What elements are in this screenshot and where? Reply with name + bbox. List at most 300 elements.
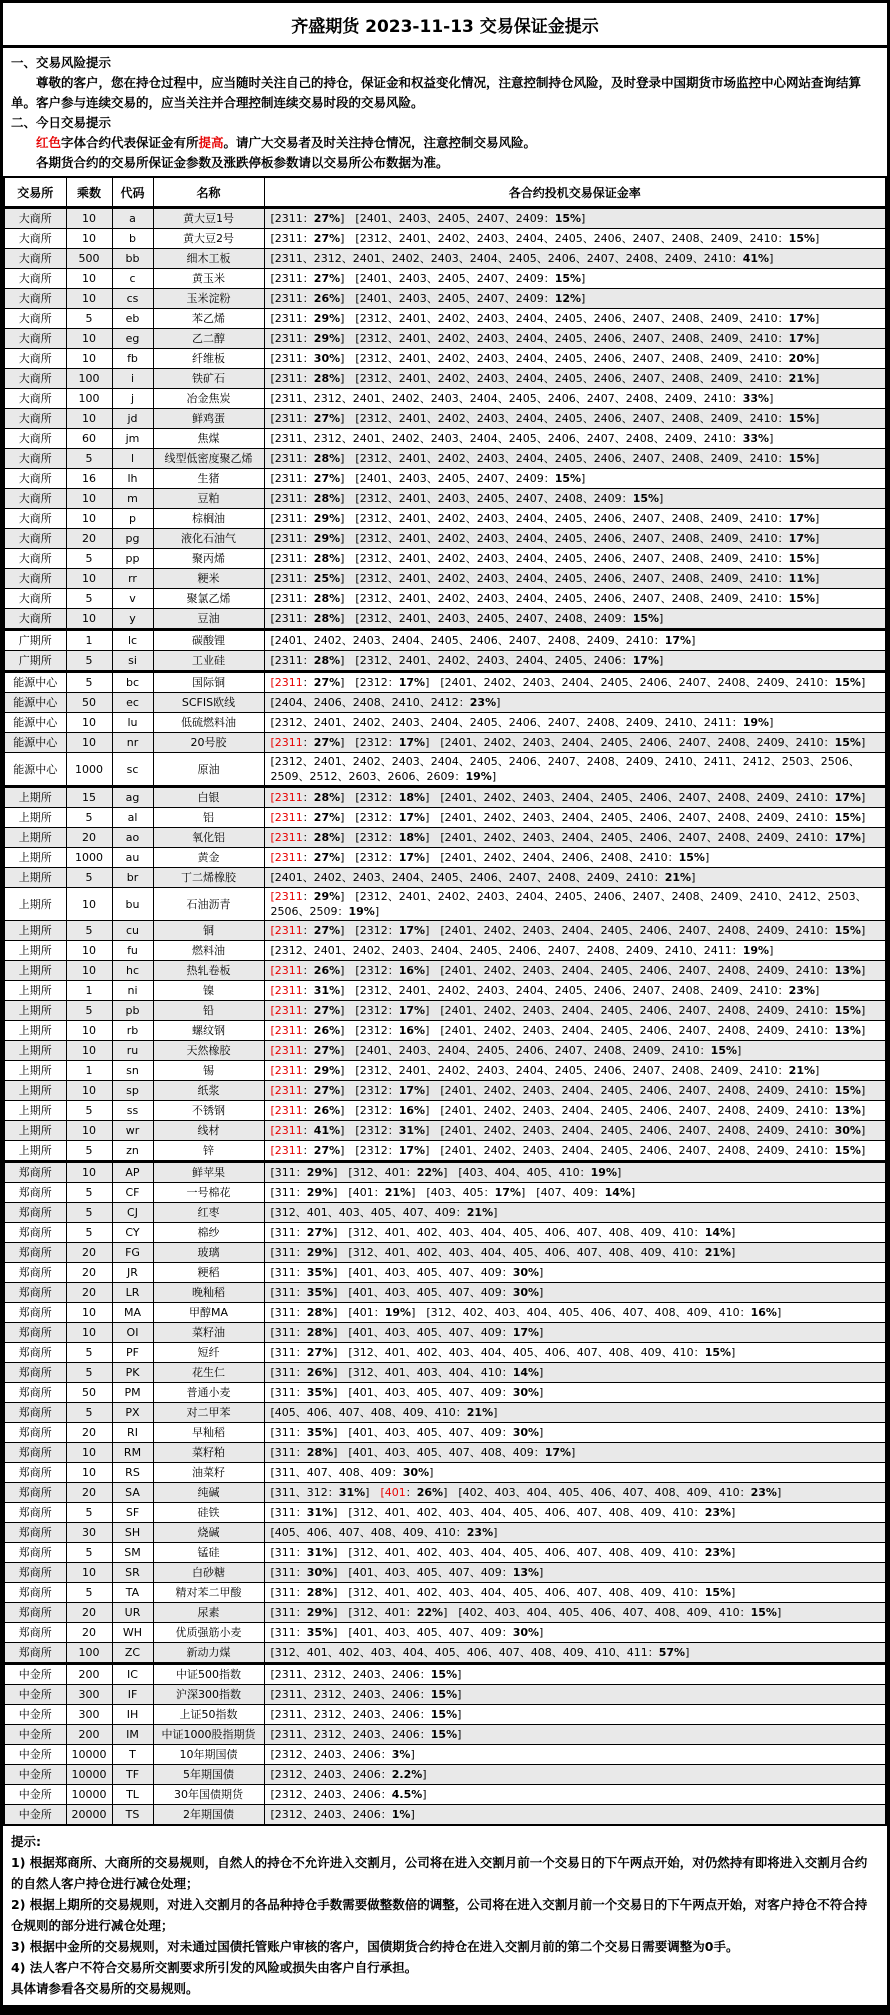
margin-rate-percent: 15% — [834, 736, 861, 749]
margin-rate-percent: 26% — [313, 292, 341, 305]
multiplier-cell: 300 — [66, 1705, 112, 1725]
margin-rate-percent: 28% — [306, 1326, 334, 1339]
name-cell: 烧碱 — [153, 1523, 264, 1543]
exchange-cell: 郑商所 — [4, 1403, 66, 1423]
name-cell: 苯乙烯 — [153, 309, 264, 329]
margin-rate-percent: 35% — [306, 1426, 334, 1439]
exchange-cell: 大商所 — [4, 269, 66, 289]
exchange-cell: 郑商所 — [4, 1303, 66, 1323]
table-row — [4, 1563, 886, 1583]
table-row — [4, 1001, 886, 1021]
margin-rate-percent: 29% — [313, 312, 341, 325]
multiplier-cell: 10 — [66, 229, 112, 249]
exchange-cell: 能源中心 — [4, 713, 66, 733]
multiplier-cell: 60 — [66, 429, 112, 449]
multiplier-cell: 20 — [66, 1423, 112, 1443]
multiplier-cell: 20 — [66, 1603, 112, 1623]
exchange-cell: 郑商所 — [4, 1162, 66, 1183]
multiplier-cell: 20 — [66, 529, 112, 549]
code-cell: jm — [112, 429, 153, 449]
multiplier-cell: 10 — [66, 509, 112, 529]
table-row — [4, 1243, 886, 1263]
margin-rate-percent: 17% — [398, 736, 426, 749]
name-cell: 生猪 — [153, 469, 264, 489]
rates-cell: [2311：26%] [2401、2403、2405、2407、2409：12%] — [264, 289, 886, 309]
margin-rate-percent: 27% — [313, 924, 341, 937]
margin-rate-percent: 13% — [512, 1566, 540, 1579]
table-row — [4, 1223, 886, 1243]
margin-rate-percent: 27% — [313, 472, 341, 485]
margin-rate-percent: 17% — [494, 1186, 521, 1199]
rates-cell: [2311：27%] [2401、2403、2405、2407、2409：15%] — [264, 208, 886, 229]
name-cell: 玉米淀粉 — [153, 289, 264, 309]
table-row — [4, 1383, 886, 1403]
margin-rate-percent: 29% — [313, 532, 341, 545]
code-cell: PX — [112, 1403, 153, 1423]
rates-cell: [311：35%] [401、403、405、407、409：30%] — [264, 1423, 886, 1443]
rates-cell: [2311：27%] [2312：17%] [2401、2402、2403、2404、2405、2406、2407、2408、2409、2410：15%] — [264, 1141, 886, 1162]
margin-rate-percent: 21% — [466, 1406, 494, 1419]
raised-margin-contract: [2311 — [270, 831, 303, 844]
code-cell: pb — [112, 1001, 153, 1021]
code-cell: p — [112, 509, 153, 529]
rates-cell: [2311：29%] [2312、2401、2402、2403、2404、2405、2406、2407、2408、2409、2410：17%] — [264, 509, 886, 529]
exchange-cell: 郑商所 — [4, 1523, 66, 1543]
exchange-cell: 上期所 — [4, 941, 66, 961]
name-cell: 新动力煤 — [153, 1643, 264, 1664]
rates-cell: [311：26%] [312、401、403、404、410：14%] — [264, 1363, 886, 1383]
raised-margin-contract: [2311 — [270, 1064, 303, 1077]
raised-margin-contract: [2311 — [270, 1004, 303, 1017]
multiplier-cell: 10 — [66, 888, 112, 921]
name-cell: 白砂糖 — [153, 1563, 264, 1583]
code-cell: CF — [112, 1183, 153, 1203]
margin-rate-percent: 27% — [313, 1084, 341, 1097]
margin-rate-percent: 16% — [398, 1024, 426, 1037]
name-cell: 2年期国债 — [153, 1805, 264, 1826]
code-cell: fu — [112, 941, 153, 961]
code-cell: j — [112, 389, 153, 409]
table-row — [4, 1745, 886, 1765]
margin-rate-percent: 27% — [313, 1004, 341, 1017]
code-cell: rb — [112, 1021, 153, 1041]
name-cell: 粳稻 — [153, 1263, 264, 1283]
code-cell: TF — [112, 1765, 153, 1785]
table-row — [4, 1061, 886, 1081]
rates-cell: [2311、2312、2401、2402、2403、2404、2405、2406、2407、2408、2409、2410：41%] — [264, 249, 886, 269]
table-row — [4, 589, 886, 609]
margin-rate-percent: 23% — [466, 1526, 494, 1539]
multiplier-cell: 5 — [66, 651, 112, 672]
multiplier-cell: 500 — [66, 249, 112, 269]
rates-cell: [2311：28%] [2312、2401、2402、2403、2404、2405、2406、2407、2408、2409、2410：21%] — [264, 369, 886, 389]
table-row — [4, 509, 886, 529]
raised-margin-contract: [2311 — [270, 1024, 303, 1037]
exchange-cell: 大商所 — [4, 329, 66, 349]
note-item-2: 2) 根据上期所的交易规则，对进入交割月的各品种持仓手数需要做整数倍的调整，公司将在进入交割月前一个交易日的下午两点开始，对客户持仓不符合持仓规则的部分进行减仓处理； — [11, 1897, 868, 1933]
table-row — [4, 489, 886, 509]
exchange-cell: 上期所 — [4, 1081, 66, 1101]
exchange-cell: 郑商所 — [4, 1183, 66, 1203]
name-cell: 原油 — [153, 753, 264, 787]
rates-cell: [311：35%] [401、403、405、407、409：30%] — [264, 1623, 886, 1643]
exchange-cell: 大商所 — [4, 589, 66, 609]
margin-rate-percent: 19% — [590, 1166, 617, 1179]
margin-rate-percent: 27% — [313, 412, 341, 425]
multiplier-cell: 20 — [66, 1263, 112, 1283]
margin-rate-percent: 15% — [834, 1004, 861, 1017]
name-cell: 黄大豆1号 — [153, 208, 264, 229]
rates-cell: [2311：28%] [2312、2401、2402、2403、2404、2405、2406、2407、2408、2409、2410：15%] — [264, 449, 886, 469]
table-row — [4, 449, 886, 469]
exchange-cell: 大商所 — [4, 569, 66, 589]
margin-rate-percent: 11% — [788, 572, 816, 585]
raised-margin-contract: [2311 — [270, 924, 303, 937]
rates-cell: [2311：41%] [2312：31%] [2401、2402、2403、2404、2405、2406、2407、2408、2409、2410：30%] — [264, 1121, 886, 1141]
name-cell: 铅 — [153, 1001, 264, 1021]
rates-cell: [2312、2403、2406：1%] — [264, 1805, 886, 1826]
rates-cell: [2311、2312、2401、2402、2403、2404、2405、2406、2407、2408、2409、2410：33%] — [264, 389, 886, 409]
margin-rate-percent: 41% — [742, 252, 770, 265]
name-cell: 硅铁 — [153, 1503, 264, 1523]
code-cell: CJ — [112, 1203, 153, 1223]
table-row — [4, 609, 886, 630]
rates-cell: [2404、2406、2408、2410、2412：23%] — [264, 693, 886, 713]
code-cell: ec — [112, 693, 153, 713]
table-row — [4, 1725, 886, 1745]
code-cell: FG — [112, 1243, 153, 1263]
code-cell: AP — [112, 1162, 153, 1183]
multiplier-cell: 10 — [66, 1463, 112, 1483]
multiplier-cell: 5 — [66, 1583, 112, 1603]
col-header-multiplier: 乘数 — [66, 177, 112, 208]
name-cell: 线材 — [153, 1121, 264, 1141]
table-row — [4, 1323, 886, 1343]
margin-rate-percent: 15% — [834, 1144, 861, 1157]
name-cell: 早籼稻 — [153, 1423, 264, 1443]
rates-cell: [2312、2401、2402、2403、2404、2405、2406、2407、2408、2409、2410、2411：19%] — [264, 713, 886, 733]
name-cell: 不锈钢 — [153, 1101, 264, 1121]
section1-body: 尊敬的客户，您在持仓过程中，应当随时关注自己的持仓，保证金和权益变化情况，注意控制持仓风险，及时登录中国期货市场监控中心网站查询结算单。客户参与连续交易的，应当关注并合理控制连续交易时段的交易风险。 — [11, 75, 862, 110]
table-row — [4, 1183, 886, 1203]
code-cell: rr — [112, 569, 153, 589]
rates-cell: [2311、2312、2403、2406：15%] — [264, 1725, 886, 1745]
exchange-cell: 上期所 — [4, 808, 66, 828]
name-cell: 豆油 — [153, 609, 264, 630]
code-cell: cu — [112, 921, 153, 941]
table-row — [4, 229, 886, 249]
margin-rate-percent: 15% — [632, 492, 660, 505]
name-cell: 国际铜 — [153, 672, 264, 693]
exchange-cell: 上期所 — [4, 1061, 66, 1081]
code-cell: v — [112, 589, 153, 609]
table-row — [4, 1203, 886, 1223]
code-cell: bu — [112, 888, 153, 921]
margin-rate-percent: 28% — [313, 552, 341, 565]
margin-rate-percent: 35% — [306, 1626, 334, 1639]
margin-rate-percent: 35% — [306, 1266, 334, 1279]
raised-margin-contract: [2311 — [270, 791, 303, 804]
rates-cell: [2311：28%] [2312、2401、2403、2405、2407、2408、2409：15%] — [264, 489, 886, 509]
rates-cell: [312、401、403、405、407、409：21%] — [264, 1203, 886, 1223]
margin-rate-percent: 27% — [313, 676, 341, 689]
code-cell: PM — [112, 1383, 153, 1403]
margin-rate-percent: 19% — [742, 716, 770, 729]
name-cell: 螺纹钢 — [153, 1021, 264, 1041]
table-row — [4, 787, 886, 808]
margin-rate-percent: 23% — [704, 1546, 732, 1559]
margin-rate-percent: 21% — [704, 1246, 732, 1259]
code-cell: si — [112, 651, 153, 672]
multiplier-cell: 5 — [66, 921, 112, 941]
margin-rate-percent: 17% — [788, 512, 816, 525]
name-cell: 5年期国债 — [153, 1765, 264, 1785]
raised-margin-contract: [2311 — [270, 811, 303, 824]
margin-rate-percent: 15% — [430, 1688, 458, 1701]
table-row — [4, 309, 886, 329]
rates-cell: [311：29%] [312、401、402、403、404、405、406、407、408、409、410：21%] — [264, 1243, 886, 1263]
rates-cell: [311：35%] [401、403、405、407、409：30%] — [264, 1263, 886, 1283]
multiplier-cell: 10 — [66, 733, 112, 753]
margin-rate-percent: 17% — [834, 831, 861, 844]
margin-rate-percent: 19% — [384, 1306, 412, 1319]
exchange-cell: 上期所 — [4, 981, 66, 1001]
margin-rate-percent: 3% — [391, 1748, 411, 1761]
margin-table — [3, 176, 887, 1826]
margin-rate-percent: 4.5% — [391, 1788, 423, 1801]
code-cell: al — [112, 808, 153, 828]
margin-rate-percent: 27% — [306, 1346, 334, 1359]
table-row — [4, 529, 886, 549]
margin-rate-percent: 17% — [398, 1144, 426, 1157]
code-cell: bb — [112, 249, 153, 269]
name-cell: 菜籽粕 — [153, 1443, 264, 1463]
margin-rate-percent: 17% — [544, 1446, 572, 1459]
code-cell: b — [112, 229, 153, 249]
name-cell: 精对苯二甲酸 — [153, 1583, 264, 1603]
multiplier-cell: 10 — [66, 569, 112, 589]
col-header-exchange: 交易所 — [4, 177, 66, 208]
multiplier-cell: 100 — [66, 369, 112, 389]
margin-rate-percent: 15% — [430, 1728, 458, 1741]
table-row — [4, 672, 886, 693]
margin-rate-percent: 31% — [313, 984, 341, 997]
name-cell: 尿素 — [153, 1603, 264, 1623]
table-row — [4, 549, 886, 569]
multiplier-cell: 10 — [66, 1041, 112, 1061]
margin-rate-percent: 31% — [306, 1506, 334, 1519]
multiplier-cell: 20 — [66, 1243, 112, 1263]
margin-table-body — [4, 208, 886, 1826]
exchange-cell: 上期所 — [4, 888, 66, 921]
code-cell: WH — [112, 1623, 153, 1643]
margin-rate-percent: 27% — [313, 736, 341, 749]
margin-rate-percent: 30% — [313, 352, 341, 365]
code-cell: PF — [112, 1343, 153, 1363]
name-cell: 石油沥青 — [153, 888, 264, 921]
multiplier-cell: 1000 — [66, 753, 112, 787]
exchange-cell: 郑商所 — [4, 1363, 66, 1383]
multiplier-cell: 5 — [66, 1343, 112, 1363]
name-cell: 晚籼稻 — [153, 1283, 264, 1303]
rates-cell: [311：31%] [312、401、402、403、404、405、406、407、408、409、410：23%] — [264, 1503, 886, 1523]
margin-rate-percent: 27% — [313, 232, 341, 245]
table-row — [4, 981, 886, 1001]
table-row — [4, 1162, 886, 1183]
exchange-cell: 郑商所 — [4, 1263, 66, 1283]
margin-rate-percent: 17% — [512, 1326, 540, 1339]
code-cell: ag — [112, 787, 153, 808]
rates-cell: [2311、2312、2403、2406：15%] — [264, 1705, 886, 1725]
margin-rate-percent: 35% — [306, 1286, 334, 1299]
rates-cell: [2312、2403、2406：4.5%] — [264, 1785, 886, 1805]
margin-rate-percent: 21% — [788, 1064, 816, 1077]
rates-cell: [2311：27%] [2312：17%] [2401、2402、2403、2404、2405、2406、2407、2408、2409、2410：15%] — [264, 921, 886, 941]
rates-cell: [405、406、407、408、409、410：23%] — [264, 1523, 886, 1543]
rates-cell: [311：35%] [401、403、405、407、409：30%] — [264, 1383, 886, 1403]
code-cell: TS — [112, 1805, 153, 1826]
rates-cell: [2401、2402、2403、2404、2405、2406、2407、2408、2409、2410：17%] — [264, 630, 886, 651]
multiplier-cell: 10000 — [66, 1785, 112, 1805]
name-cell: SCFIS欧线 — [153, 693, 264, 713]
margin-rate-percent: 19% — [742, 944, 770, 957]
rates-cell: [405、406、407、408、409、410：21%] — [264, 1403, 886, 1423]
margin-rate-percent: 15% — [678, 851, 705, 864]
code-cell: JR — [112, 1263, 153, 1283]
code-cell: SA — [112, 1483, 153, 1503]
name-cell: 锡 — [153, 1061, 264, 1081]
table-row — [4, 1283, 886, 1303]
exchange-cell: 上期所 — [4, 828, 66, 848]
margin-rate-percent: 30% — [306, 1566, 334, 1579]
rates-cell: [2311：27%] [2312：17%] [2401、2402、2403、2404、2405、2406、2407、2408、2409、2410：15%] — [264, 1081, 886, 1101]
margin-rate-percent: 15% — [788, 592, 816, 605]
exchange-cell: 中金所 — [4, 1705, 66, 1725]
rates-cell: [2311：27%] [2401、2403、2404、2405、2406、2407、2408、2409、2410：15%] — [264, 1041, 886, 1061]
table-row — [4, 868, 886, 888]
margin-rate-percent: 18% — [398, 831, 426, 844]
margin-rate-percent: 15% — [554, 212, 582, 225]
exchange-cell: 郑商所 — [4, 1223, 66, 1243]
exchange-cell: 郑商所 — [4, 1603, 66, 1623]
margin-rate-percent: 18% — [398, 791, 426, 804]
multiplier-cell: 10000 — [66, 1745, 112, 1765]
table-row — [4, 569, 886, 589]
multiplier-cell: 10 — [66, 1162, 112, 1183]
exchange-cell: 上期所 — [4, 1001, 66, 1021]
code-cell: SH — [112, 1523, 153, 1543]
code-cell: SR — [112, 1563, 153, 1583]
exchange-cell: 上期所 — [4, 1021, 66, 1041]
multiplier-cell: 20 — [66, 1283, 112, 1303]
rates-cell: [2311：28%] [2312、2401、2402、2403、2404、2405、2406、2407、2408、2409、2410：15%] — [264, 549, 886, 569]
exchange-cell: 郑商所 — [4, 1203, 66, 1223]
exchange-cell: 上期所 — [4, 1041, 66, 1061]
code-cell: lu — [112, 713, 153, 733]
margin-rate-percent: 26% — [313, 964, 341, 977]
margin-rate-percent: 25% — [313, 572, 341, 585]
margin-rate-percent: 15% — [554, 272, 582, 285]
multiplier-cell: 10 — [66, 1081, 112, 1101]
table-row — [4, 630, 886, 651]
exchange-cell: 能源中心 — [4, 733, 66, 753]
exchange-cell: 郑商所 — [4, 1623, 66, 1643]
table-row — [4, 651, 886, 672]
margin-rate-percent: 21% — [788, 372, 816, 385]
exchange-cell: 郑商所 — [4, 1343, 66, 1363]
code-cell: eb — [112, 309, 153, 329]
exchange-cell: 大商所 — [4, 549, 66, 569]
exchange-cell: 上期所 — [4, 1101, 66, 1121]
code-cell: lh — [112, 469, 153, 489]
code-cell: ss — [112, 1101, 153, 1121]
multiplier-cell: 5 — [66, 549, 112, 569]
margin-rate-percent: 15% — [788, 232, 816, 245]
exchange-cell: 大商所 — [4, 349, 66, 369]
multiplier-cell: 20000 — [66, 1805, 112, 1826]
page-title: 齐盛期货 2023-11-13 交易保证金提示 — [3, 3, 887, 48]
margin-table-head — [4, 177, 886, 208]
exchange-cell: 大商所 — [4, 429, 66, 449]
exchange-cell: 中金所 — [4, 1785, 66, 1805]
margin-rate-percent: 28% — [306, 1306, 334, 1319]
table-row — [4, 208, 886, 229]
multiplier-cell: 5 — [66, 1203, 112, 1223]
multiplier-cell: 5 — [66, 1503, 112, 1523]
multiplier-cell: 5 — [66, 672, 112, 693]
section2-heading: 二、今日交易提示 — [11, 115, 112, 130]
margin-rate-percent: 27% — [313, 1144, 341, 1157]
code-cell: TA — [112, 1583, 153, 1603]
rates-cell: [2311：27%] [2312、2401、2402、2403、2404、2405、2406、2407、2408、2409、2410：15%] — [264, 409, 886, 429]
name-cell: 花生仁 — [153, 1363, 264, 1383]
code-cell: br — [112, 868, 153, 888]
multiplier-cell: 10 — [66, 609, 112, 630]
table-row — [4, 733, 886, 753]
code-cell: sc — [112, 753, 153, 787]
code-cell: y — [112, 609, 153, 630]
table-row — [4, 249, 886, 269]
margin-rate-percent: 13% — [834, 1104, 861, 1117]
rates-cell: [2311：29%] [2312、2401、2402、2403、2404、2405、2406、2407、2408、2409、2410、2412、2503、2506、2509：19%] — [264, 888, 886, 921]
multiplier-cell: 15 — [66, 787, 112, 808]
margin-rate-percent: 33% — [742, 392, 770, 405]
name-cell: 粳米 — [153, 569, 264, 589]
raised-margin-contract: [2311 — [270, 1104, 303, 1117]
name-cell: 黄金 — [153, 848, 264, 868]
code-cell: ni — [112, 981, 153, 1001]
name-cell: 红枣 — [153, 1203, 264, 1223]
code-cell: TL — [112, 1785, 153, 1805]
name-cell: 细木工板 — [153, 249, 264, 269]
name-cell: 冶金焦炭 — [153, 389, 264, 409]
exchange-cell: 中金所 — [4, 1725, 66, 1745]
raised-margin-contract: [2311 — [270, 984, 303, 997]
code-cell: OI — [112, 1323, 153, 1343]
name-cell: 短纤 — [153, 1343, 264, 1363]
exchange-cell: 中金所 — [4, 1765, 66, 1785]
exchange-cell: 中金所 — [4, 1685, 66, 1705]
table-row — [4, 828, 886, 848]
multiplier-cell: 10 — [66, 329, 112, 349]
table-row — [4, 1443, 886, 1463]
code-cell: IM — [112, 1725, 153, 1745]
table-row — [4, 1483, 886, 1503]
name-cell: 鲜鸡蛋 — [153, 409, 264, 429]
rates-cell: [2312、2401、2402、2403、2404、2405、2406、2407、2408、2409、2410、2411：19%] — [264, 941, 886, 961]
margin-rate-percent: 17% — [834, 791, 861, 804]
exchange-cell: 郑商所 — [4, 1563, 66, 1583]
